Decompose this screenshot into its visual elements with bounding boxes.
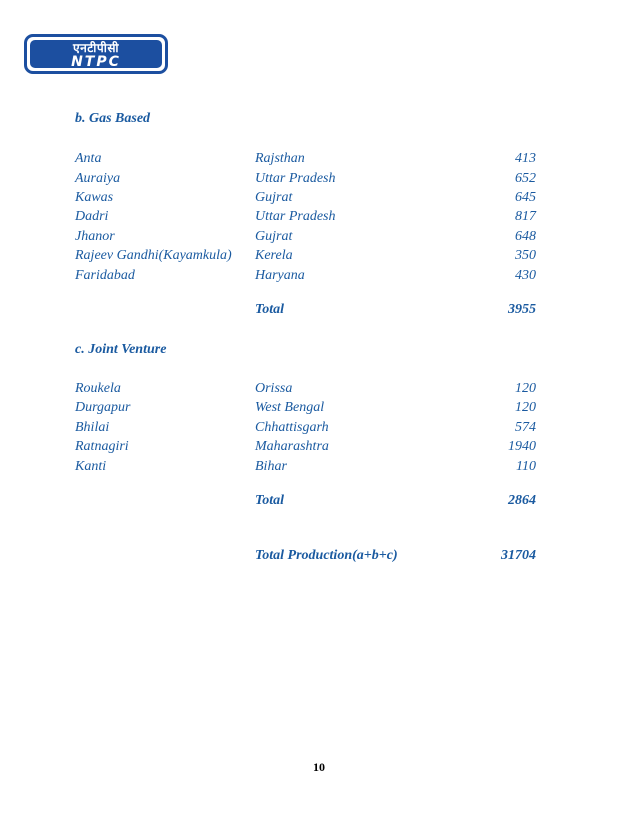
plant-state: Bihar <box>255 459 287 474</box>
plant-state: Kerela <box>255 248 293 263</box>
plant-state: Haryana <box>255 268 305 283</box>
logo-hindi-text: एनटीपीसी <box>72 41 120 55</box>
plant-capacity: 110 <box>516 459 536 474</box>
plant-capacity: 648 <box>515 229 536 244</box>
plant-state: Uttar Pradesh <box>255 171 336 186</box>
plant-state: Uttar Pradesh <box>255 209 336 224</box>
plant-name: Jhanor <box>75 229 115 244</box>
plant-name: Dadri <box>75 209 109 224</box>
grand-total-label: Total Production(a+b+c) <box>255 548 398 563</box>
plant-state: Chhattisgarh <box>255 420 329 435</box>
plant-capacity: 120 <box>515 400 536 415</box>
plant-name: Rajeev Gandhi(Kayamkula) <box>75 248 232 263</box>
plant-capacity: 652 <box>515 171 536 186</box>
plant-state: Gujrat <box>255 190 293 205</box>
page-number: 10 <box>313 760 325 774</box>
plant-name: Anta <box>75 151 102 166</box>
plant-capacity: 120 <box>515 381 536 396</box>
plant-name: Roukela <box>75 381 121 396</box>
plant-name: Kawas <box>75 190 114 205</box>
plant-name: Ratnagiri <box>75 439 129 454</box>
plant-name: Kanti <box>75 459 107 474</box>
plant-capacity: 350 <box>515 248 536 263</box>
grand-total-value: 31704 <box>501 548 536 563</box>
logo-background <box>30 40 162 68</box>
plant-name: Auraiya <box>75 171 121 186</box>
plant-state: Rajsthan <box>255 151 305 166</box>
plant-state: Orissa <box>255 381 293 396</box>
plant-capacity: 817 <box>515 209 536 224</box>
section-total-value: 2864 <box>508 493 536 508</box>
plant-capacity: 574 <box>515 420 536 435</box>
logo-latin-text: NTPC <box>71 54 121 70</box>
section-heading-gas-based: b. Gas Based <box>75 111 151 126</box>
plant-capacity: 645 <box>515 190 536 205</box>
plant-capacity: 413 <box>515 151 536 166</box>
plant-name: Durgapur <box>75 400 131 415</box>
plant-capacity: 430 <box>515 268 536 283</box>
section-total-value: 3955 <box>508 302 536 317</box>
plant-name: Bhilai <box>75 420 110 435</box>
plant-state: Gujrat <box>255 229 293 244</box>
plant-state: Maharashtra <box>255 439 329 454</box>
section-total-label: Total <box>255 302 285 317</box>
section-heading-joint-venture: c. Joint Venture <box>75 342 167 357</box>
plant-name: Faridabad <box>75 268 135 283</box>
ntpc-logo <box>24 34 168 74</box>
section-total-label: Total <box>255 493 285 508</box>
plant-state: West Bengal <box>255 400 325 415</box>
plant-capacity: 1940 <box>508 439 536 454</box>
